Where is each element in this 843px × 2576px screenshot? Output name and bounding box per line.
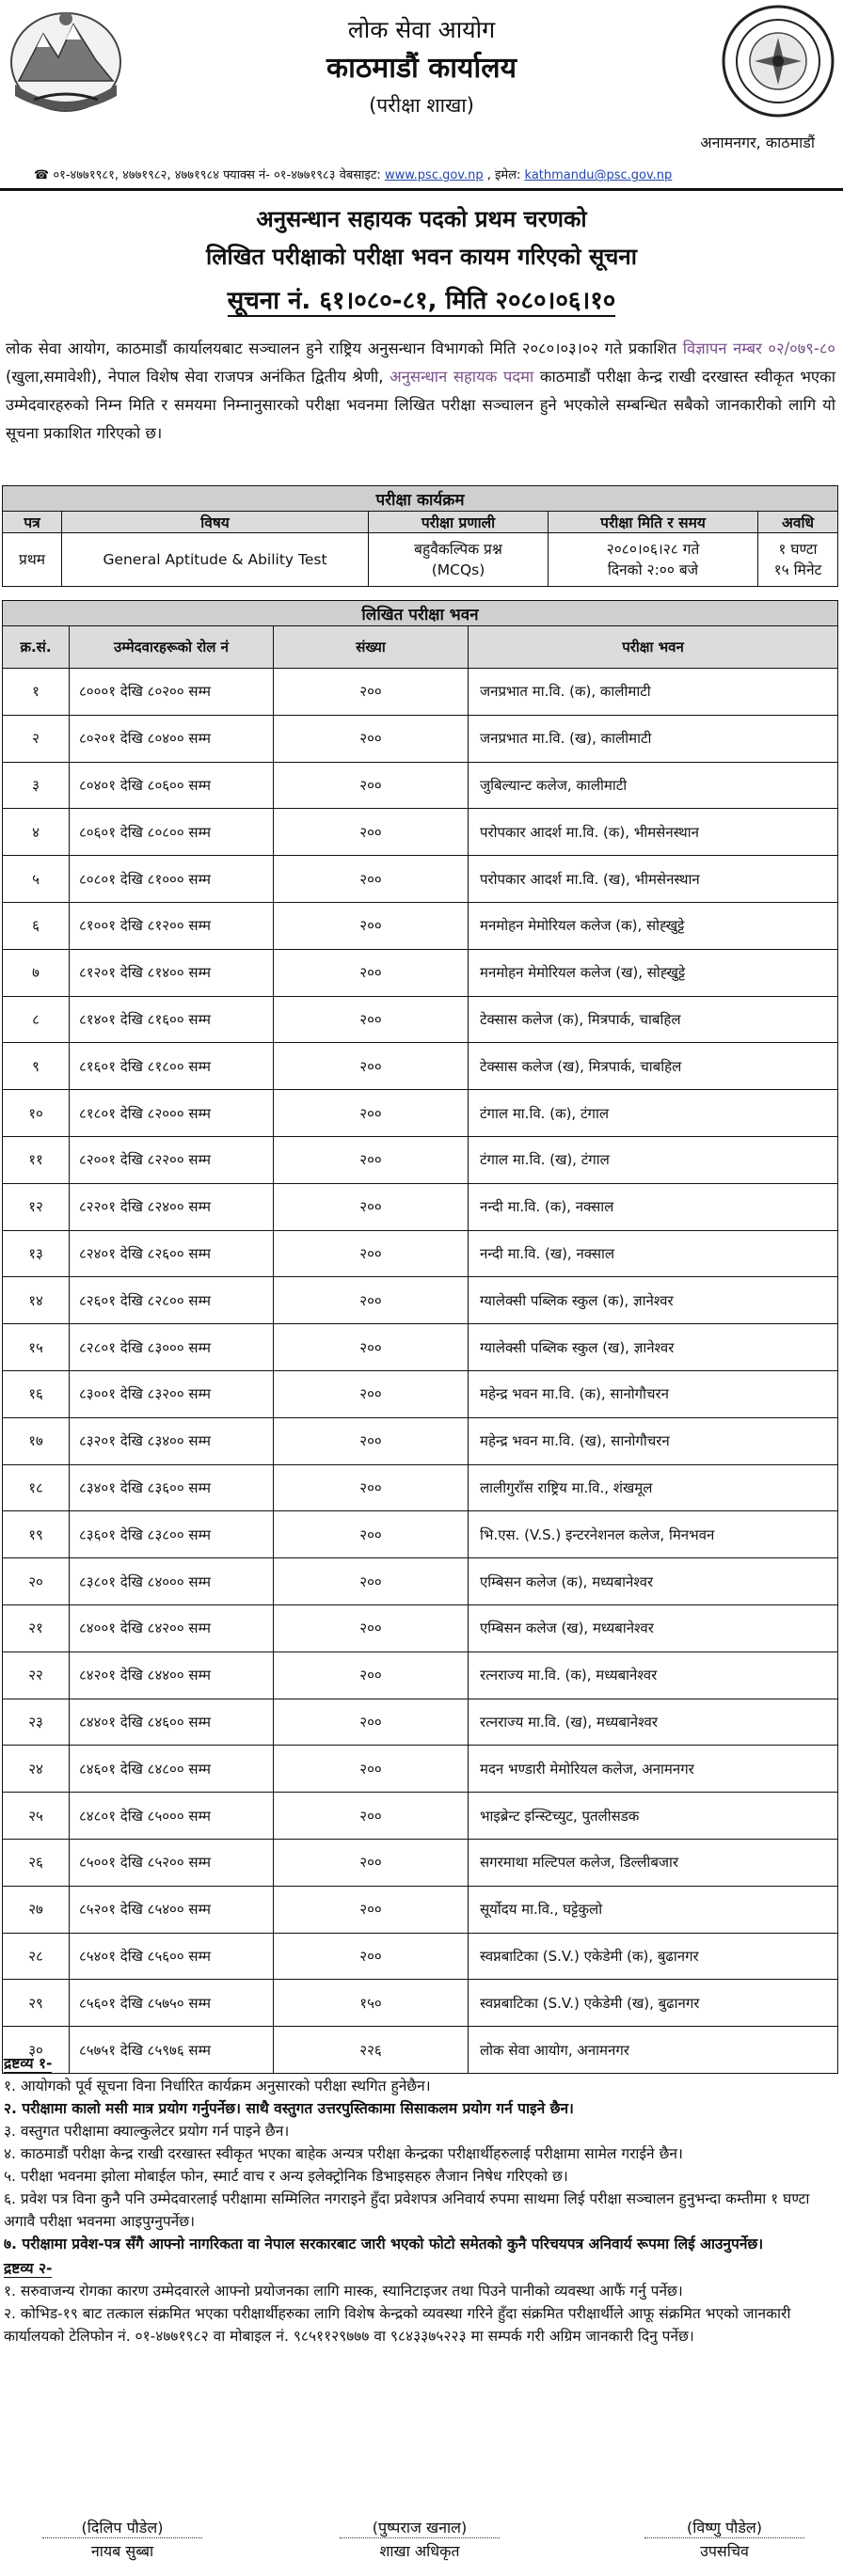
row-hall: एम्बिसन कलेज (ख), मध्यबानेश्वर: [469, 1604, 838, 1651]
note-item: ४. काठमाडौं परीक्षा केन्द्र राखी दरखास्त स्वीकृत भएका बाहेक अन्यत्र परीक्षा केन्द्रका परीक्षार्थीहरुलाई परीक्षामा सामेल गराईने छैन।: [4, 2145, 683, 2162]
row-hall: महेन्द्र भवन मा.वि. (ख), सानोगौचरन: [469, 1417, 838, 1464]
row-sn: १३: [3, 1230, 70, 1277]
row-count: २००: [274, 902, 469, 949]
hall-row: [3, 1558, 838, 1605]
notes1-heading: [4, 2052, 835, 2075]
row-count: २००: [274, 949, 469, 996]
signature-line: [340, 2537, 500, 2538]
hall-row: [3, 1886, 838, 1933]
halls-header: संख्या: [274, 626, 469, 669]
hall-row: [3, 902, 838, 949]
row-hall: ग्यालेक्सी पब्लिक स्कुल (क), ज्ञानेश्वर: [469, 1277, 838, 1324]
row-hall: भाइब्रेन्ट इन्स्टिच्युट, पुतलीसडक: [469, 1793, 838, 1840]
notes-section: [4, 2052, 835, 2347]
row-sn: २२: [3, 1651, 70, 1699]
hall-row: [3, 1699, 838, 1746]
row-hall: रत्नराज्य मा.वि. (क), मध्यबानेश्वर: [469, 1651, 838, 1699]
hall-row: [3, 1324, 838, 1371]
row-roll-range: ८२४०१ देखि ८२६०० सम्म: [70, 1230, 274, 1277]
row-count: २००: [274, 1324, 469, 1371]
row-sn: १६: [3, 1370, 70, 1417]
row-roll-range: ८४६०१ देखि ८४८०० सम्म: [70, 1746, 274, 1793]
schedule-header: अवधि: [758, 512, 838, 533]
intro-ad-number: विज्ञापन नम्बर ०२/०७९-८०: [682, 340, 835, 357]
row-hall: भि.एस. (V.S.) इन्टरनेशनल कलेज, मिनभवन: [469, 1511, 838, 1558]
hall-row: [3, 809, 838, 856]
row-count: २००: [274, 996, 469, 1043]
row-count: १५०: [274, 1980, 469, 2027]
signatory-name: (विष्णु पौडेल): [687, 2519, 762, 2536]
row-count: २००: [274, 1230, 469, 1277]
row-sn: २७: [3, 1886, 70, 1933]
row-sn: २१: [3, 1604, 70, 1651]
note-item: २. परीक्षामा कालो मसी मात्र प्रयोग गर्नुपर्नेछ। साथै वस्तुगत उत्तरपुस्तिकामा सिसाकलम प्रयोग गर्न पाइने छैन।: [4, 2100, 574, 2117]
row-hall: मनमोहन मेमोरियल कलेज (ख), सोह्खुट्टे: [469, 949, 838, 996]
hall-row: [3, 949, 838, 996]
row-roll-range: ८५६०१ देखि ८५७५० सम्म: [70, 1980, 274, 2027]
row-roll-range: ८२८०१ देखि ८३००० सम्म: [70, 1324, 274, 1371]
signatory-name: (पुष्पराज खनाल): [372, 2519, 468, 2536]
website-link[interactable]: www.psc.gov.np: [384, 168, 484, 182]
row-roll-range: ८४२०१ देखि ८४४०० सम्म: [70, 1651, 274, 1699]
row-count: २००: [274, 1043, 469, 1090]
hall-row: [3, 1604, 838, 1651]
row-hall: टंगाल मा.वि. (ख), टंगाल: [469, 1136, 838, 1183]
schedule-header: पत्र: [3, 512, 62, 533]
hall-row: [3, 1230, 838, 1277]
row-count: २००: [274, 1370, 469, 1417]
system-cell: [369, 533, 549, 587]
row-hall: एम्बिसन कलेज (क), मध्यबानेश्वर: [469, 1558, 838, 1605]
system-abbr: (MCQs): [431, 561, 485, 578]
row-hall: जुबिल्यान्ट कलेज, कालीमाटी: [469, 762, 838, 809]
row-roll-range: ८३८०१ देखि ८४००० सम्म: [70, 1558, 274, 1605]
row-count: २००: [274, 1183, 469, 1230]
row-sn: २४: [3, 1746, 70, 1793]
hall-row: [3, 1511, 838, 1558]
row-sn: ३: [3, 762, 70, 809]
notes1-heading-text: द्रष्टव्य १-: [4, 2055, 53, 2072]
row-roll-range: ८०४०१ देखि ८०६०० सम्म: [70, 762, 274, 809]
row-sn: १९: [3, 1511, 70, 1558]
row-count: २००: [274, 1090, 469, 1137]
row-count: २००: [274, 1604, 469, 1651]
note-item: २. कोभिड-१९ बाट तत्काल संक्रमित भएका परीक्षार्थीहरुका लागि विशेष केन्द्रको व्यवस्था गरिने हुँदा संक्रमित परीक्षार्थीले आफू संक्रमित भएको जानकारी कार्यालयको टेलिफोन नं. ०१-४७७१९८२ वा मोबाइल नं. ९८५११२९७७७ वा ९८४३३७५२२३ मा सम्पर्क गरी अग्रिम जानकारी दिनु पर्नेछ।: [4, 2305, 791, 2345]
hall-row: [3, 715, 838, 762]
subject-cell: General Aptitude & Ability Test: [62, 533, 369, 587]
halls-caption: लिखित परीक्षा भवन: [3, 601, 838, 626]
row-roll-range: ८३००१ देखि ८३२०० सम्म: [70, 1370, 274, 1417]
email-label: , इमेल:: [486, 168, 521, 182]
row-count: २००: [274, 1793, 469, 1840]
note-item: ३. वस्तुगत परीक्षामा क्याल्कुलेटर प्रयोग गर्न पाइने छैन।: [4, 2123, 290, 2140]
exam-date: २०८०।०६।२८ गते: [606, 541, 700, 558]
row-count: २००: [274, 762, 469, 809]
hall-row: [3, 1980, 838, 2027]
row-roll-range: ८५४०१ देखि ८५६०० सम्म: [70, 1933, 274, 1980]
row-count: २२६: [274, 2027, 469, 2074]
signature-line: [42, 2537, 202, 2538]
row-roll-range: ८२६०१ देखि ८२८०० सम्म: [70, 1277, 274, 1324]
row-roll-range: ८४८०१ देखि ८५००० सम्म: [70, 1793, 274, 1840]
row-hall: टेक्सास कलेज (ख), मित्रपार्क, चाबहिल: [469, 1043, 838, 1090]
row-count: २००: [274, 1839, 469, 1886]
row-hall: मदन भण्डारी मेमोरियल कलेज, अनामनगर: [469, 1746, 838, 1793]
hall-row: [3, 669, 838, 716]
row-count: २००: [274, 715, 469, 762]
row-hall: नन्दी मा.वि. (ख), नक्साल: [469, 1230, 838, 1277]
row-count: २००: [274, 1136, 469, 1183]
row-count: २००: [274, 669, 469, 716]
row-roll-range: ८३६०१ देखि ८३८०० सम्म: [70, 1511, 274, 1558]
subject-line-1: अनुसन्धान सहायक पदको प्रथम चरणको: [256, 206, 587, 232]
row-roll-range: ८१६०१ देखि ८१८०० सम्म: [70, 1043, 274, 1090]
row-roll-range: ८५२०१ देखि ८५४०० सम्म: [70, 1886, 274, 1933]
row-sn: ५: [3, 856, 70, 903]
row-count: २००: [274, 856, 469, 903]
signatory-title: उपसचिव: [700, 2542, 749, 2560]
notes2-heading: [4, 2257, 835, 2280]
schedule-row: [3, 533, 838, 587]
row-hall: स्वप्नबाटिका (S.V.) एकेडेमी (ख), बुढानगर: [469, 1980, 838, 2027]
hall-row: [3, 1090, 838, 1137]
schedule-header: परीक्षा मिति र समय: [549, 512, 758, 533]
intro-text-1: लोक सेवा आयोग, काठमाडौं कार्यालयबाट सञ्चालन हुने राष्ट्रिय अनुसन्धान विभागको मिति २०८०।०३।०२ गते प्रकाशित: [6, 340, 683, 357]
row-hall: रत्नराज्य मा.वि. (ख), मध्यबानेश्वर: [469, 1699, 838, 1746]
halls-header: उम्मेदवारहरूको रोल नं: [70, 626, 274, 669]
row-count: २००: [274, 1277, 469, 1324]
row-roll-range: ८१८०१ देखि ८२००० सम्म: [70, 1090, 274, 1137]
row-sn: १०: [3, 1090, 70, 1137]
row-sn: १४: [3, 1277, 70, 1324]
row-roll-range: ८४००१ देखि ८४२०० सम्म: [70, 1604, 274, 1651]
exam-schedule-table: [2, 485, 838, 587]
row-sn: २६: [3, 1839, 70, 1886]
intro-post-name: अनुसन्धान सहायक पदमा: [390, 368, 534, 386]
row-sn: १२: [3, 1183, 70, 1230]
note-item: १. सरुवाजन्य रोगका कारण उम्मेदवारले आफ्नो प्रयोजनका लागि मास्क, स्यानिटाइजर तथा पिउने पानीको व्यवस्था आफैं गर्नु पर्नेछ।: [4, 2283, 683, 2299]
hall-row: [3, 762, 838, 809]
row-roll-range: ८५७५१ देखि ८५९७६ सम्म: [70, 2027, 274, 2074]
exam-halls-table: [2, 600, 838, 2074]
row-hall: परोपकार आदर्श मा.वि. (ख), भीमसेनस्थान: [469, 856, 838, 903]
row-hall: टंगाल मा.वि. (क), टंगाल: [469, 1090, 838, 1137]
row-hall: जनप्रभात मा.वि. (क), कालीमाटी: [469, 669, 838, 716]
notes2-list: [4, 2280, 835, 2347]
hall-row: [3, 1370, 838, 1417]
halls-header: परीक्षा भवन: [469, 626, 838, 669]
row-sn: ४: [3, 809, 70, 856]
hall-row: [3, 1464, 838, 1511]
hall-row: [3, 1933, 838, 1980]
note-item: ५. परीक्षा भवनमा झोला मोबाईल फोन, स्मार्ट वाच र अन्य इलेक्ट्रोनिक डिभाइसहरु लैजान निषेध गरिएको छ।: [4, 2168, 568, 2185]
note-item: ६. प्रवेश पत्र विना कुनै पनि उम्मेदवारलाई परीक्षामा सम्मिलित नगराइने हुँदा प्रवेशपत्र अनिवार्य रुपमा साथमा लिई परीक्षा सञ्चालन हुनुभन्दा कम्तीमा १ घण्टा अगावै परीक्षा भवनमा आइपुग्नुपर्नेछ।: [4, 2190, 810, 2230]
row-count: २००: [274, 1746, 469, 1793]
row-sn: २३: [3, 1699, 70, 1746]
row-sn: ११: [3, 1136, 70, 1183]
hall-row: [3, 1277, 838, 1324]
signatory-title: नायब सुब्बा: [90, 2542, 154, 2560]
office-address: अनामनगर, काठमाडौं: [700, 134, 815, 151]
row-roll-range: ८१४०१ देखि ८१६०० सम्म: [70, 996, 274, 1043]
row-sn: २९: [3, 1980, 70, 2027]
row-hall: नन्दी मा.वि. (क), नक्साल: [469, 1183, 838, 1230]
row-sn: ७: [3, 949, 70, 996]
row-roll-range: ८३२०१ देखि ८३४०० सम्म: [70, 1417, 274, 1464]
phone-fax: ☎ ०१-४७७१९८१, ४७७१९८२, ४७७१९८४ फ्याक्स नं- ०१-४७७१९८३ वेबसाइट:: [34, 168, 381, 182]
row-count: २००: [274, 1511, 469, 1558]
row-roll-range: ८२००१ देखि ८२२०० सम्म: [70, 1136, 274, 1183]
intro-paragraph: [6, 335, 835, 448]
row-sn: २५: [3, 1793, 70, 1840]
intro-text-2: (खुला,समावेशी), नेपाल विशेष सेवा राजपत्र अनंकित द्वितीय श्रेणी,: [6, 368, 390, 386]
row-sn: ३०: [3, 2027, 70, 2074]
row-sn: १: [3, 669, 70, 716]
duration-minutes: १५ मिनेट: [773, 561, 822, 578]
row-hall: जनप्रभात मा.वि. (ख), कालीमाटी: [469, 715, 838, 762]
notes1-list: [4, 2075, 835, 2255]
row-count: २००: [274, 1651, 469, 1699]
signatory-2: [316, 2517, 523, 2561]
signatory-1: [19, 2517, 226, 2561]
row-sn: १५: [3, 1324, 70, 1371]
hall-row: [3, 996, 838, 1043]
note-item: ७. परीक्षामा प्रवेश-पत्र सँगै आफ्नो नागरिकता वा नेपाल सरकारबाट जारी भएको फोटो समेतको कुनै परिचयपत्र अनिवार्य रूपमा लिई आउनुपर्नेछ।: [4, 2236, 764, 2252]
hall-row: [3, 1651, 838, 1699]
schedule-header: परीक्षा प्रणाली: [369, 512, 549, 533]
row-sn: २: [3, 715, 70, 762]
date-cell: [549, 533, 758, 587]
row-sn: २८: [3, 1933, 70, 1980]
row-sn: ६: [3, 902, 70, 949]
row-hall: मनमोहन मेमोरियल कलेज (क), सोह्खुट्टे: [469, 902, 838, 949]
duration-hours: १ घण्टा: [778, 541, 818, 558]
row-roll-range: ८०००१ देखि ८०२०० सम्म: [70, 669, 274, 716]
signatory-3: [621, 2517, 828, 2561]
hall-row: [3, 1746, 838, 1793]
halls-header: क्र.सं.: [3, 626, 70, 669]
row-count: २००: [274, 1699, 469, 1746]
row-hall: स्वप्नबाटिका (S.V.) एकेडेमी (क), बुढानगर: [469, 1933, 838, 1980]
row-hall: ग्यालेक्सी पब्लिक स्कुल (ख), ज्ञानेश्वर: [469, 1324, 838, 1371]
hall-row: [3, 856, 838, 903]
notice-number: [0, 282, 843, 316]
signature-block: [0, 2517, 843, 2573]
row-count: २००: [274, 1558, 469, 1605]
duration-cell: [758, 533, 838, 587]
row-hall: टेक्सास कलेज (क), मित्रपार्क, चाबहिल: [469, 996, 838, 1043]
row-count: २००: [274, 1417, 469, 1464]
row-hall: लालीगुराँस राष्ट्रिय मा.वि., शंखमूल: [469, 1464, 838, 1511]
signature-line: [644, 2537, 804, 2538]
hall-row: [3, 1183, 838, 1230]
header-divider: [0, 188, 843, 191]
row-roll-range: ८१२०१ देखि ८१४०० सम्म: [70, 949, 274, 996]
row-count: २००: [274, 1933, 469, 1980]
schedule-caption: परीक्षा कार्यक्रम: [3, 486, 838, 512]
row-sn: १७: [3, 1417, 70, 1464]
system-text: बहुवैकल्पिक प्रश्न: [414, 541, 502, 558]
schedule-header: विषय: [62, 512, 369, 533]
subject-line-2: लिखित परीक्षाको परीक्षा भवन कायम गरिएको सूचना: [206, 244, 637, 270]
notes2-heading-text: द्रष्टव्य २-: [4, 2260, 53, 2277]
row-sn: ८: [3, 996, 70, 1043]
row-sn: ९: [3, 1043, 70, 1090]
row-sn: १८: [3, 1464, 70, 1511]
paper-cell: प्रथम: [3, 533, 62, 587]
intro-text-3: काठमाडौं परीक्षा केन्द्र राखी दरखास्त स्वीकृत भएका उम्मेदवारहरुको निम्न मिति र समयमा निम्नानुसारको परीक्षा भवनमा लिखित परीक्षा सञ्चालन हुने भएकोले सम्बन्धित सबैको जानकारीको लागि यो सूचना प्रकाशित गरिएको छ।: [6, 368, 835, 442]
row-roll-range: ८०६०१ देखि ८०८०० सम्म: [70, 809, 274, 856]
signatory-title: शाखा अधिकृत: [379, 2542, 460, 2560]
email-link[interactable]: kathmandu@psc.gov.np: [524, 168, 673, 182]
hall-row: [3, 1417, 838, 1464]
notice-number-text: सूचना नं. ६१।०८०-८१, मिति २०८०।०६।१०: [227, 287, 616, 315]
row-hall: परोपकार आदर्श मा.वि. (क), भीमसेनस्थान: [469, 809, 838, 856]
org-name: लोक सेवा आयोग: [347, 16, 496, 43]
hall-row: [3, 1839, 838, 1886]
signatory-name: (दिलिप पौडेल): [81, 2519, 164, 2536]
row-hall: सूर्योदय मा.वि., घट्टेकुलो: [469, 1886, 838, 1933]
row-hall: लोक सेवा आयोग, अनामनगर: [469, 2027, 838, 2074]
row-count: २००: [274, 1886, 469, 1933]
office-name: काठमाडौं कार्यालय: [326, 52, 517, 85]
hall-row: [3, 1043, 838, 1090]
row-roll-range: ८०८०१ देखि ८१००० सम्म: [70, 856, 274, 903]
row-roll-range: ८२२०१ देखि ८२४०० सम्म: [70, 1183, 274, 1230]
row-hall: सगरमाथा मल्टिपल कलेज, डिल्लीबजार: [469, 1839, 838, 1886]
contact-line: [34, 166, 672, 182]
row-count: २००: [274, 1464, 469, 1511]
section-name: (परीक्षा शाखा): [369, 94, 474, 117]
row-roll-range: ८०२०१ देखि ८०४०० सम्म: [70, 715, 274, 762]
row-count: २००: [274, 809, 469, 856]
row-roll-range: ८४४०१ देखि ८४६०० सम्म: [70, 1699, 274, 1746]
row-roll-range: ८३४०१ देखि ८३६०० सम्म: [70, 1464, 274, 1511]
row-roll-range: ८५००१ देखि ८५२०० सम्म: [70, 1839, 274, 1886]
row-sn: २०: [3, 1558, 70, 1605]
row-hall: महेन्द्र भवन मा.वि. (क), सानोगौचरन: [469, 1370, 838, 1417]
exam-time: दिनको २:०० बजे: [607, 561, 699, 578]
letterhead: [0, 0, 843, 193]
hall-row: [3, 1136, 838, 1183]
row-roll-range: ८१००१ देखि ८१२०० सम्म: [70, 902, 274, 949]
note-item: १. आयोगको पूर्व सूचना विना निर्धारित कार्यक्रम अनुसारको परीक्षा स्थगित हुनेछैन।: [4, 2078, 431, 2094]
hall-row: [3, 1793, 838, 1840]
